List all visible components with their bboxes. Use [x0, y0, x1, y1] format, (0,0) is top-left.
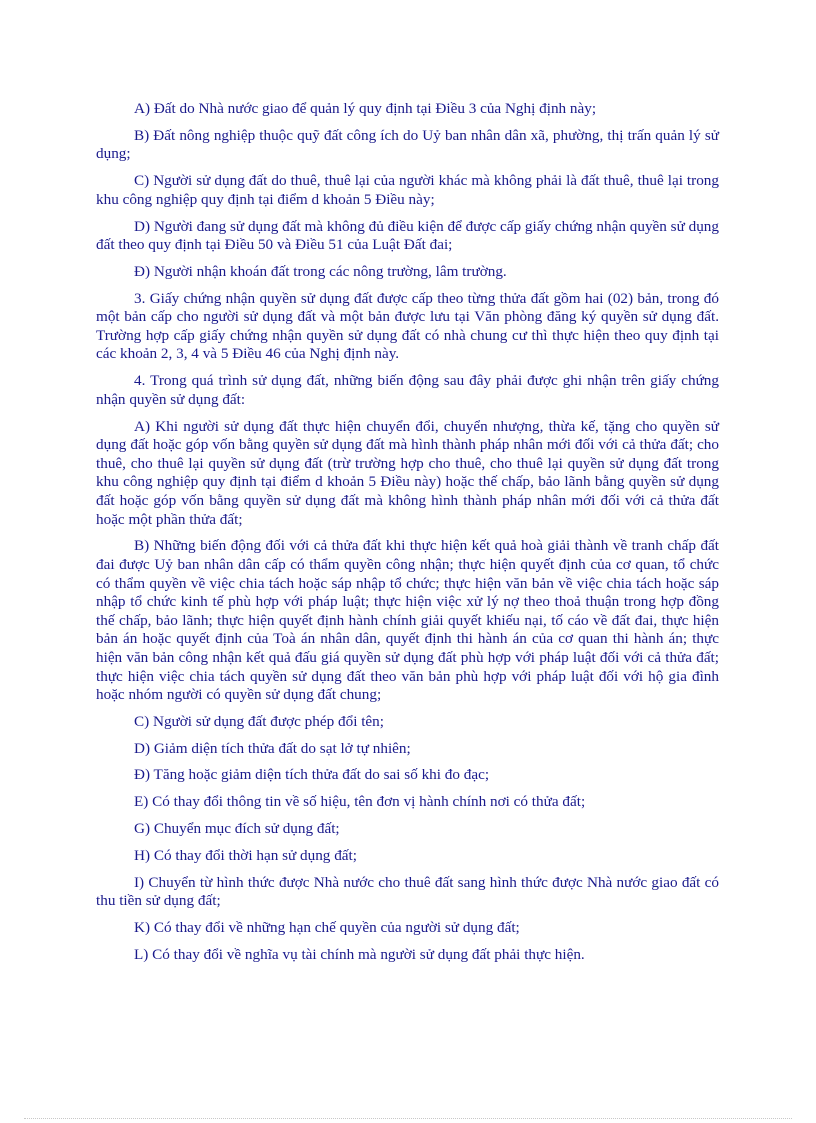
- paragraph-clause-3: 3. Giấy chứng nhận quyền sử dụng đất được cấp theo từng thửa đất gồm hai (02) bản, trong đó một bản cấp cho người sử dụng đất và một bản được lưu tại Văn phòng đăng ký quyền sử dụng đất. Trường hợp cấp giấy chứng nhận quyền sử dụng đất có nhà chung cư thì thực hiện theo quy định tại các khoản 2, 3, 4 và 5 Điều 46 của Nghị định này.: [96, 289, 719, 363]
- paragraph-clause-4: 4. Trong quá trình sử dụng đất, những biến động sau đây phải được ghi nhận trên giấy chứng nhận quyền sử dụng đất:: [96, 372, 719, 408]
- paragraph-d-ineligible-users: D) Người đang sử dụng đất mà không đủ điều kiện để được cấp giấy chứng nhận quyền sử dụng đất theo quy định tại Điều 50 và Điều 51 của Luật Đất đai;: [96, 217, 719, 254]
- paragraph-b-public-agricultural-land: B) Đất nông nghiệp thuộc quỹ đất công ích do Uỷ ban nhân dân xã, phường, thị trấn quản lý sử dụng;: [96, 126, 719, 163]
- paragraph-dd-contracted-land: Đ) Người nhận khoán đất trong các nông trường, lâm trường.: [134, 262, 507, 280]
- paragraph-c-leased-land: C) Người sử dụng đất do thuê, thuê lại của người khác mà không phải là đất thuê, thuê lại trong khu công nghiệp quy định tại điểm d khoản 5 Điều này;: [96, 172, 719, 208]
- page-bottom-rule: [24, 1118, 792, 1119]
- document-body: [96, 100, 719, 973]
- paragraph-4i-lease-to-allocation: I) Chuyển từ hình thức được Nhà nước cho thuê đất sang hình thức được Nhà nước giao đất có thu tiền sử dụng đất;: [96, 873, 719, 910]
- paragraph-4g-purpose-change: G) Chuyển mục đích sử dụng đất;: [134, 820, 340, 838]
- paragraph-a-state-managed-land: A) Đất do Nhà nước giao để quản lý quy định tại Điều 3 của Nghị định này;: [134, 100, 597, 117]
- paragraph-4h-term-change: H) Có thay đổi thời hạn sử dụng đất;: [134, 846, 357, 864]
- paragraph-4d-area-decrease: D) Giảm diện tích thửa đất do sạt lở tự nhiên;: [134, 739, 411, 757]
- paragraph-4a-transfers: A) Khi người sử dụng đất thực hiện chuyển đổi, chuyển nhượng, thừa kế, tặng cho quyền sử dụng đất hoặc góp vốn bằng quyền sử dụng đất mà hình thành pháp nhân mới đối với cả thửa đất; cho thuê, cho thuê lại quyền sử dụng đất (trừ trường hợp cho thuê, cho thuê lại quyền sử dụng đất trong khu công nghiệp quy định tại điểm d khoản 5 Điều này) hoặc thế chấp, bảo lãnh bằng quyền sử dụng đất hoặc góp vốn bằng quyền sử dụng đất mà không hình thành pháp nhân mới đối với cả thửa đất hoặc một phần thửa đất;: [96, 417, 719, 528]
- paragraph-4l-financial-obligation-change: L) Có thay đổi về nghĩa vụ tài chính mà người sử dụng đất phải thực hiện.: [134, 945, 585, 963]
- paragraph-4e-admin-info-change: E) Có thay đổi thông tin về số hiệu, tên đơn vị hành chính nơi có thửa đất;: [134, 793, 586, 811]
- paragraph-4k-restriction-change: K) Có thay đổi về những hạn chế quyền của người sử dụng đất;: [134, 918, 520, 936]
- paragraph-4b-whole-parcel-changes: B) Những biến động đối với cả thửa đất khi thực hiện kết quả hoà giải thành về tranh chấp đất đai được Uỷ ban nhân dân cấp có thẩm quyền công nhận; thực hiện quyết định của cơ quan, tổ chức có thẩm quyền về việc chia tách hoặc sáp nhập tổ chức; thực hiện văn bản về việc chia tách hoặc sáp nhập tổ chức kinh tế phù hợp với pháp luật; thực hiện việc xử lý nợ theo thoả thuận trong hợp đồng thế chấp, bảo lãnh; thực hiện quyết định hành chính giải quyết khiếu nại, tố cáo về đất đai, thực hiện bản án hoặc quyết định của Toà án nhân dân, quyết định thi hành án của cơ quan thi hành án; thực hiện văn bản công nhận kết quả đấu giá quyền sử dụng đất phù hợp với pháp luật đối với cả thửa đất; thực hiện việc chia tách quyền sử dụng đất theo văn bản phù hợp với pháp luật đối với hộ gia đình hoặc nhóm người có quyền sử dụng đất chung;: [96, 537, 719, 704]
- paragraph-4dd-measurement-error: Đ) Tăng hoặc giảm diện tích thửa đất do sai số khi đo đạc;: [134, 766, 490, 784]
- paragraph-4c-name-change: C) Người sử dụng đất được phép đổi tên;: [134, 712, 384, 730]
